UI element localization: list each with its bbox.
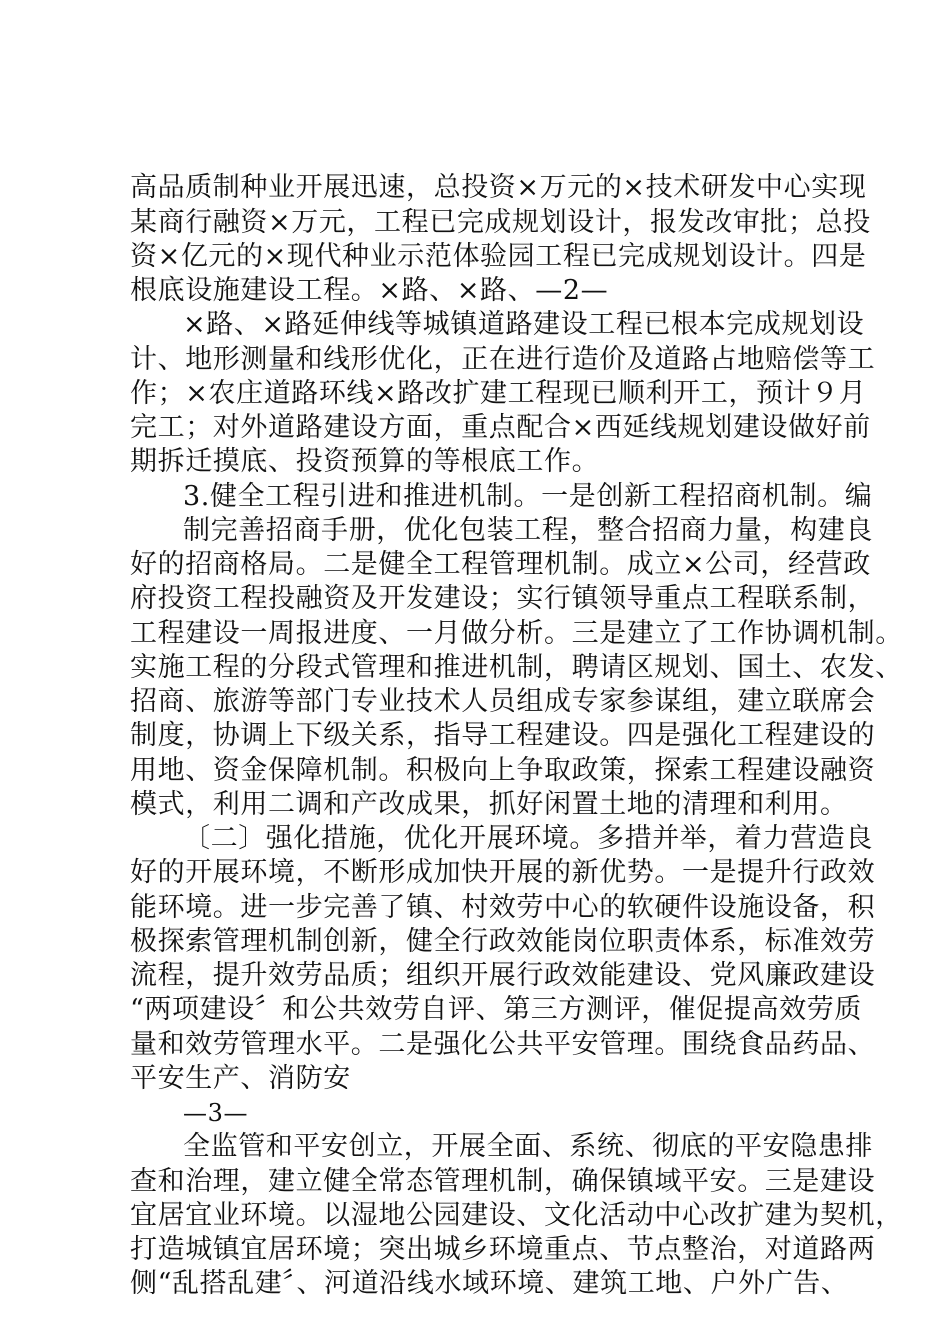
text-line: 制完善招商手册，优化包装工程，整合招商力量，构建良 (183, 515, 873, 546)
page-number: —3— (183, 1099, 249, 1127)
text-line: 制度，协调上下级关系，指导工程建设。四是强化工程建设的 (130, 720, 876, 751)
text-line: 期拆迁摸底、投资预算的等根底工作。 (130, 446, 600, 477)
text-line: 模式，利用二调和产改成果，抓好闲置土地的清理和利用。 (130, 789, 848, 820)
text-line: ×路、×路延伸线等城镇道路建设工程已根本完成规划设 (183, 309, 865, 340)
text-line: 平安生产、消防安 (130, 1063, 351, 1094)
text-line: 招商、旅游等部门专业技术人员组成专家参谋组，建立联席会 (130, 686, 876, 717)
text-line: 根底设施建设工程。×路、×路、—2— (130, 275, 609, 306)
text-line: 完工；对外道路建设方面，重点配合×西延线规划建设做好前 (130, 412, 871, 443)
text-line: 用地、资金保障机制。积极向上争取政策，探索工程建设融资 (130, 755, 876, 786)
text-line: 极探索管理机制创新，健全行政效能岗位职责体系，标准效劳 (130, 926, 876, 957)
text-line: 实施工程的分段式管理和推进机制，聘请区规划、国土、农发、 (130, 652, 903, 683)
text-line: 某商行融资×万元，工程已完成规划设计，报发改审批；总投 (130, 207, 871, 238)
text-line: 流程，提升效劳品质；组织开展行政效能建设、党风廉政建设 (130, 960, 876, 991)
text-line: 〔二〕强化措施，优化开展环境。多措并举，着力营造良 (183, 823, 873, 854)
text-line: 好的招商格局。二是健全工程管理机制。成立×公司，经营政 (130, 549, 871, 580)
text-line: 侧“乱搭乱建〞、河道沿线水域环境、建筑工地、户外广告、 (130, 1268, 849, 1299)
text-line: 能环境。进一步完善了镇、村效劳中心的软硬件设施设备，积 (130, 892, 876, 923)
text-line: 计、地形测量和线形优化，正在进行造价及道路占地赔偿等工 (130, 344, 876, 375)
text-line: “两项建设〞和公共效劳自评、第三方测评，催促提高效劳质 (130, 994, 863, 1025)
text-line: 3.健全工程引进和推进机制。一是创新工程招商机制。编 (183, 481, 873, 512)
text-line: 查和治理，建立健全常态管理机制，确保镇域平安。三是建设 (130, 1166, 876, 1197)
text-line: 高品质制种业开展迅速，总投资×万元的×技术研发中心实现 (130, 172, 867, 203)
text-line: 量和效劳管理水平。二是强化公共平安管理。围绕食品药品、 (130, 1029, 876, 1060)
text-line: 打造城镇宜居环境；突出城乡环境重点、节点整治，对道路两 (130, 1234, 876, 1265)
text-line: 府投资工程投融资及开发建设；实行镇领导重点工程联系制， (130, 583, 876, 614)
text-line: 全监管和平安创立，开展全面、系统、彻底的平安隐患排 (183, 1131, 873, 1162)
text-line: 宜居宜业环境。以湿地公园建设、文化活动中心改扩建为契机， (130, 1200, 903, 1231)
text-line: 工程建设一周报进度、一月做分析。三是建立了工作协调机制。 (130, 618, 903, 649)
text-line: 好的开展环境，不断形成加快开展的新优势。一是提升行政效 (130, 857, 876, 888)
text-line: 资×亿元的×现代种业示范体验园工程已完成规划设计。四是 (130, 241, 867, 272)
text-line: 作；×农庄道路环线×路改扩建工程现已顺利开工，预计９月 (130, 378, 867, 409)
